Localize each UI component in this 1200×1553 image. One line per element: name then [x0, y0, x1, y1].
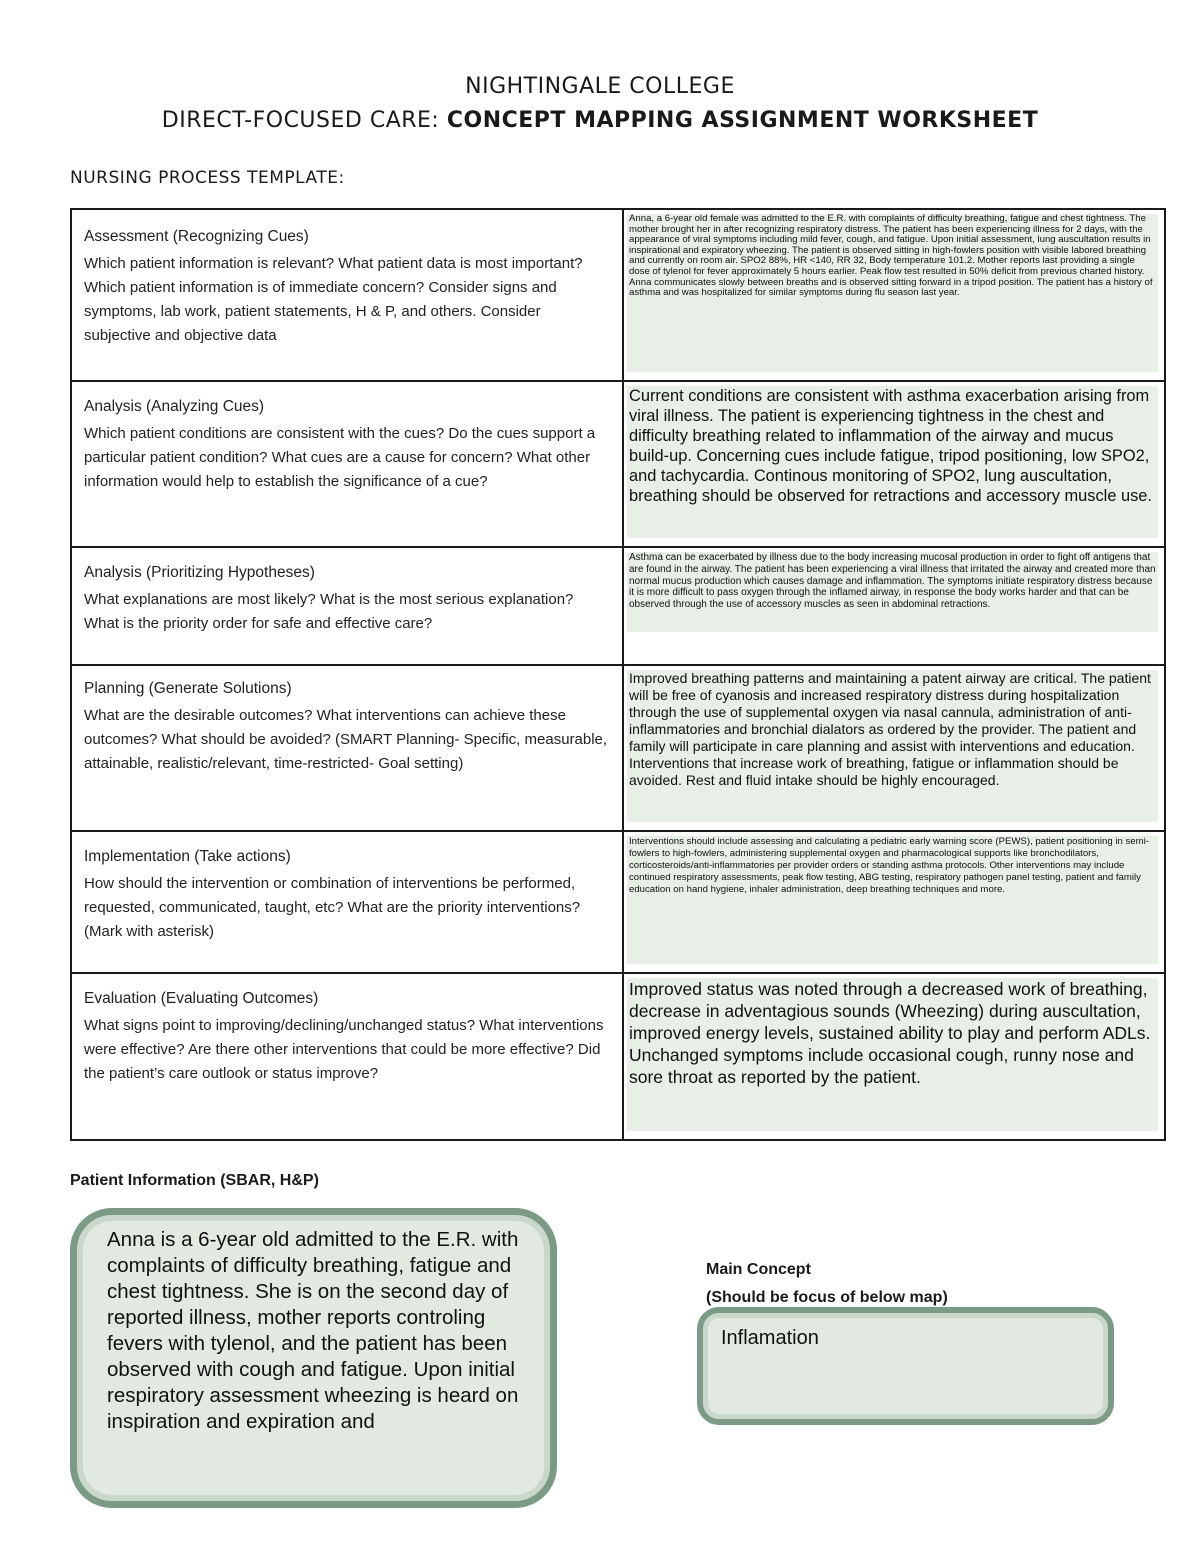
- subtitle-prefix: DIRECT-FOCUSED CARE:: [161, 108, 447, 133]
- answer-text[interactable]: Improved status was noted through a decreased work of breathing, decrease in adventagious sounds (Wheezing) during auscultation, improved energy levels, sustained ability to play and perform ADLs. Unchanged symptoms include occasional cough, runny nose and sore throat as reported by the patient.: [627, 978, 1158, 1131]
- answer-cell[interactable]: [623, 381, 1165, 547]
- nursing-process-table: [70, 208, 1166, 1141]
- section-label: NURSING PROCESS TEMPLATE:: [70, 168, 345, 188]
- question-cell: [71, 547, 623, 665]
- table-row-analyzing-cues: [71, 381, 1165, 547]
- table-row-planning: [71, 665, 1165, 831]
- main-concept-title: Main Concept: [706, 1261, 811, 1278]
- document-title: NIGHTINGALE COLLEGE: [465, 74, 735, 99]
- table-row-prioritizing-hypotheses: [71, 547, 1165, 665]
- question-cell: [71, 973, 623, 1140]
- patient-info-box[interactable]: [70, 1208, 557, 1508]
- row-title: Analysis (Prioritizing Hypotheses): [84, 564, 315, 581]
- main-concept-box[interactable]: [697, 1307, 1114, 1425]
- row-prompt: What signs point to improving/declining/unchanged status? What interventions were effective? Are there other interventions that could be more effective? Did the patient’s care outlook or status improve?: [84, 1017, 604, 1082]
- table-row-assessment: [71, 209, 1165, 381]
- row-prompt: How should the intervention or combination of interventions be performed, requested, communicated, taught, etc? What are the priority interventions? (Mark with asterisk): [84, 875, 581, 940]
- question-cell: [71, 209, 623, 381]
- question-cell: [71, 665, 623, 831]
- question-cell: [71, 381, 623, 547]
- document-subtitle: [0, 108, 1200, 133]
- patient-info-label: Patient Information (SBAR, H&P): [70, 1172, 319, 1189]
- main-concept-value[interactable]: Inflamation: [721, 1327, 819, 1349]
- answer-text[interactable]: Interventions should include assessing and calculating a pediatric early warning score (PEWS), patient positioning in semi-fowlers to high-fowlers, administering supplemental oxygen and pharmacological supports like bronchodilators, corticosteroids/anti-inflammatories per provider orders or standing asthma protocols. Other interventions may include continued respiratory assessments, peak flow testing, ABG testing, respiratory pathogen panel testing, patient and family education on hand hygiene, inhaler administration, deep breathing techniques and more.: [627, 836, 1158, 964]
- row-prompt: What explanations are most likely? What is the most serious explanation? What is the priority order for safe and effective care?: [84, 591, 574, 632]
- answer-text[interactable]: Current conditions are consistent with asthma exacerbation arising from viral illness. The patient is experiencing tightness in the chest and difficulty breathing related to inflammation of the airway and mucus build-up. Concerning cues include fatigue, tripod positioning, low SPO2, and tachycardia. Continous monitoring of SPO2, lung auscultation, breathing should be observed for retractions and accessory muscle use.: [627, 386, 1158, 538]
- answer-text[interactable]: Anna, a 6-year old female was admitted to the E.R. with complaints of difficulty breathing, fatigue and chest tightness. The mother brought her in after recognizing respiratory distress. The patient has been experiencing illness for 2 days, with the appearance of viral symptoms including mild fever, cough, and fatigue. Upon initial assessment, lung auscultation results in inspirational and expiratory wheezing. The patient is observed sitting in high-fowlers position with visible labored breathing and currently on room air. SPO2 88%, HR <140, RR 32, Body temperature 101.2. Mother reports last providing a single dose of tylenol for fever approximately 5 hours earlier. Peak flow test resulted in 50% deficit from previous charted history. Anna communicates slowly between breaths and is observed sitting forward in a tripod position. The patient has a history of asthma and was hospitalized for similar symptoms during flu season last year.: [627, 214, 1158, 372]
- row-title: Analysis (Analyzing Cues): [84, 398, 265, 415]
- table-row-evaluation: [71, 973, 1165, 1140]
- row-prompt: Which patient conditions are consistent with the cues? Do the cues support a particular patient condition? What cues are a cause for concern? What other information would help to establish the significance of a cue?: [84, 425, 596, 490]
- row-title: Implementation (Take actions): [84, 848, 291, 865]
- main-concept-label: [706, 1256, 948, 1312]
- answer-cell[interactable]: [623, 547, 1165, 665]
- row-prompt: Which patient information is relevant? What patient data is most important? Which patient information is of immediate concern? Consider signs and symptoms, lab work, patient statements, H & P, and others. Consider subjective and objective data: [84, 255, 583, 344]
- answer-cell[interactable]: [623, 831, 1165, 973]
- table-row-implementation: [71, 831, 1165, 973]
- row-title: Evaluation (Evaluating Outcomes): [84, 990, 319, 1007]
- question-cell: [71, 831, 623, 973]
- answer-cell[interactable]: [623, 665, 1165, 831]
- patient-info-text[interactable]: Anna is a 6-year old admitted to the E.R. with complaints of difficulty breathing, fatigue and chest tightness. She is on the second day of reported illness, mother reports controling fevers with tylenol, and the patient has been observed with cough and fatigue. Upon initial respiratory assessment wheezing is heard on inspiration and expiration and: [107, 1228, 519, 1433]
- main-concept-hint: (Should be focus of below map): [706, 1289, 948, 1306]
- row-prompt: What are the desirable outcomes? What interventions can achieve these outcomes? What should be avoided? (SMART Planning- Specific, measurable, attainable, realistic/relevant, time-restricted- Goal setting): [84, 707, 608, 772]
- answer-cell[interactable]: [623, 209, 1165, 381]
- answer-text[interactable]: Asthma can be exacerbated by illness due to the body increasing mucosal production in order to fight off antigens that are found in the airway. The patient has been experiencing a viral illness that irritated the airway and created more than normal mucus production which causes damage and inflammation. The symptoms initiate respiratory distress because it is more difficult to pass oxygen through the inflamed airway, in response the body works harder and that can be observed through the use of accessory muscles as seen in abdominal retractions.: [627, 552, 1158, 632]
- answer-text[interactable]: Improved breathing patterns and maintaining a patent airway are critical. The patient will be free of cyanosis and increased respiratory distress during hospitalization through the use of supplemental oxygen via nasal cannula, administration of anti-inflammatories and bronchial dialators as ordered by the provider. The patient and family will participate in care planning and assist with interventions and education. Interventions that increase work of breathing, fatigue or inflammation should be avoided. Rest and fluid intake should be highly encouraged.: [627, 670, 1158, 822]
- row-title: Assessment (Recognizing Cues): [84, 228, 309, 245]
- answer-cell[interactable]: [623, 973, 1165, 1140]
- row-title: Planning (Generate Solutions): [84, 680, 292, 697]
- subtitle-bold: CONCEPT MAPPING ASSIGNMENT WORKSHEET: [446, 108, 1039, 133]
